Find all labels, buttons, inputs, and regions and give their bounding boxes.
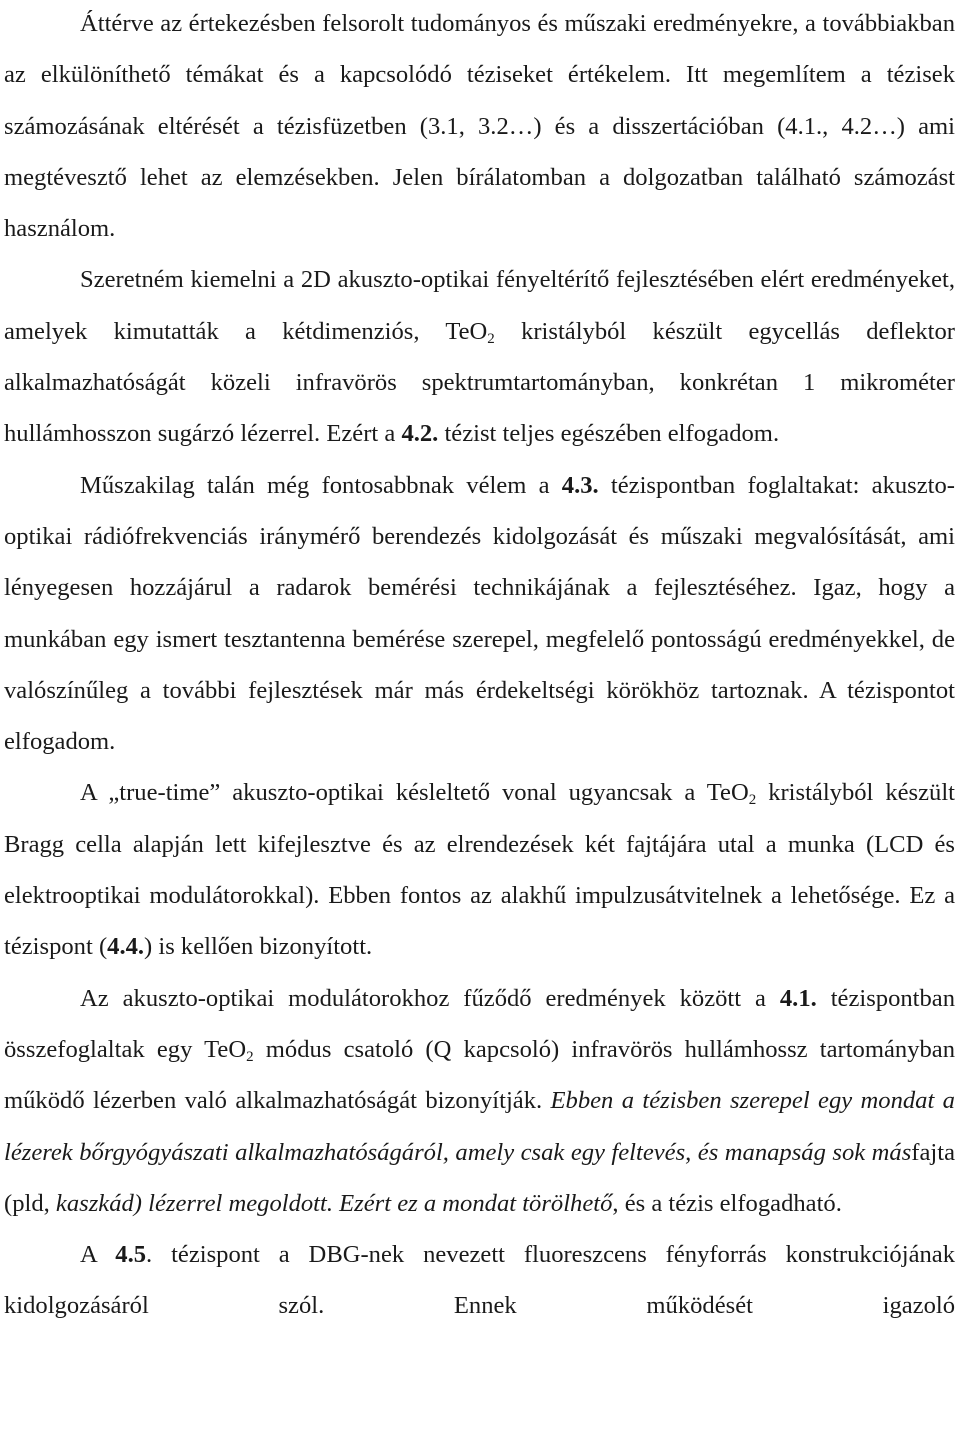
bold-text: 4.3. xyxy=(561,471,599,499)
subscript-text: 2 xyxy=(487,330,495,347)
subscript-text: 2 xyxy=(246,1048,254,1065)
paragraph xyxy=(4,254,955,459)
text-segment: fajta (pld, xyxy=(4,1138,955,1217)
bold-text: 4.5 xyxy=(115,1241,147,1269)
text-segment: Az akuszto-optikai modulátorokhoz fűződő eredmények között a xyxy=(80,984,780,1012)
text-segment: kristályból készült Bragg cella alapján lett kifejlesztve és az elrendezések két fajtájára utal a munka (LCD és elektrooptikai modulátorokkal). Ebben fontos az alakhű impulzusátvitelnek a lehetősége. Ez a tézispont ( xyxy=(4,779,955,961)
italic-text: Ebben a tézisben szerepel egy mondat a lézerek bőrgyógyászati alkalmazhatóságáról, amely csak egy feltevés, és manapság sok más xyxy=(4,1087,955,1166)
text-segment: módus csatoló (Q kapcsoló) infravörös hullámhossz tartományban működő lézerben való alkalmazhatóságát bizonyítják. xyxy=(4,1035,955,1115)
text-segment: Szeretném kiemelni a 2D akuszto-optikai fényeltérítő fejlesztésében elért eredményeket, amelyek kimutatták a kétdimenziós, TeO xyxy=(4,266,955,345)
text-segment: kristályból készült egycellás deflektor alkalmazhatóságát közeli infravörös spektrumtartományban, konkrétan 1 mikrométer hullámhosszon sugárzó lézerrel. Ezért a xyxy=(4,317,955,448)
paragraph xyxy=(4,0,955,254)
paragraph xyxy=(4,767,955,972)
text-segment: , és a tézis elfogadható. xyxy=(612,1189,842,1217)
paragraph xyxy=(4,1229,955,1332)
text-segment: Műszakilag talán még fontosabbnak vélem a xyxy=(80,471,562,499)
bold-text: 4.1. xyxy=(779,984,817,1012)
text-segment: A „true-time” akuszto-optikai késleltető vonal ugyancsak a TeO xyxy=(80,779,749,807)
text-segment: . tézispont a DBG-nek nevezett fluoreszcens fényforrás konstrukciójának kidolgozásáról szól. Ennek működését igazoló xyxy=(4,1241,955,1320)
paragraph xyxy=(4,973,955,1229)
text-segment: ) is kellően bizonyított. xyxy=(144,933,373,961)
text-segment: tézispontban foglaltakat: akuszto-optikai rádiófrekvenciás iránymérő berendezés kidolgozását és műszaki megvalósítását, ami lényegesen hozzájárul a radarok bemérési technikájának a fejlesztéséhez. Igaz, hogy a munkában egy ismert tesztantenna bemérése szerepel, megfelelő pontosságú eredményekkel, de valószínűleg a további fejlesztések már más érdekeltségi körökhöz tartoznak. A tézispontot elfogadom. xyxy=(4,471,955,756)
subscript-text: 2 xyxy=(748,792,757,809)
italic-text: kaszkád) lézerrel megoldott. Ezért ez a mondat törölhető xyxy=(55,1189,613,1217)
bold-text: 4.2. xyxy=(401,420,439,448)
bold-text: 4.4. xyxy=(107,933,145,961)
text-segment: A xyxy=(80,1241,116,1269)
paragraph xyxy=(4,460,955,768)
text-segment: Áttérve az értekezésben felsorolt tudományos és műszaki eredményekre, a továbbiakban az elkülöníthető témákat és a kapcsolódó téziseket értékelem. Itt megemlítem a tézisek számozásának eltérését a tézisfüzetben (3.1, 3.2…) és a disszertációban (4.1., 4.2…) ami megtévesztő lehet az elemzésekben. Jelen bírálatomban a dolgozatban található számozást használom. xyxy=(4,10,955,243)
text-segment: tézist teljes egészében elfogadom. xyxy=(438,420,780,448)
document-page xyxy=(4,0,955,1332)
text-segment: tézispontban összefoglaltak egy TeO xyxy=(4,984,955,1063)
